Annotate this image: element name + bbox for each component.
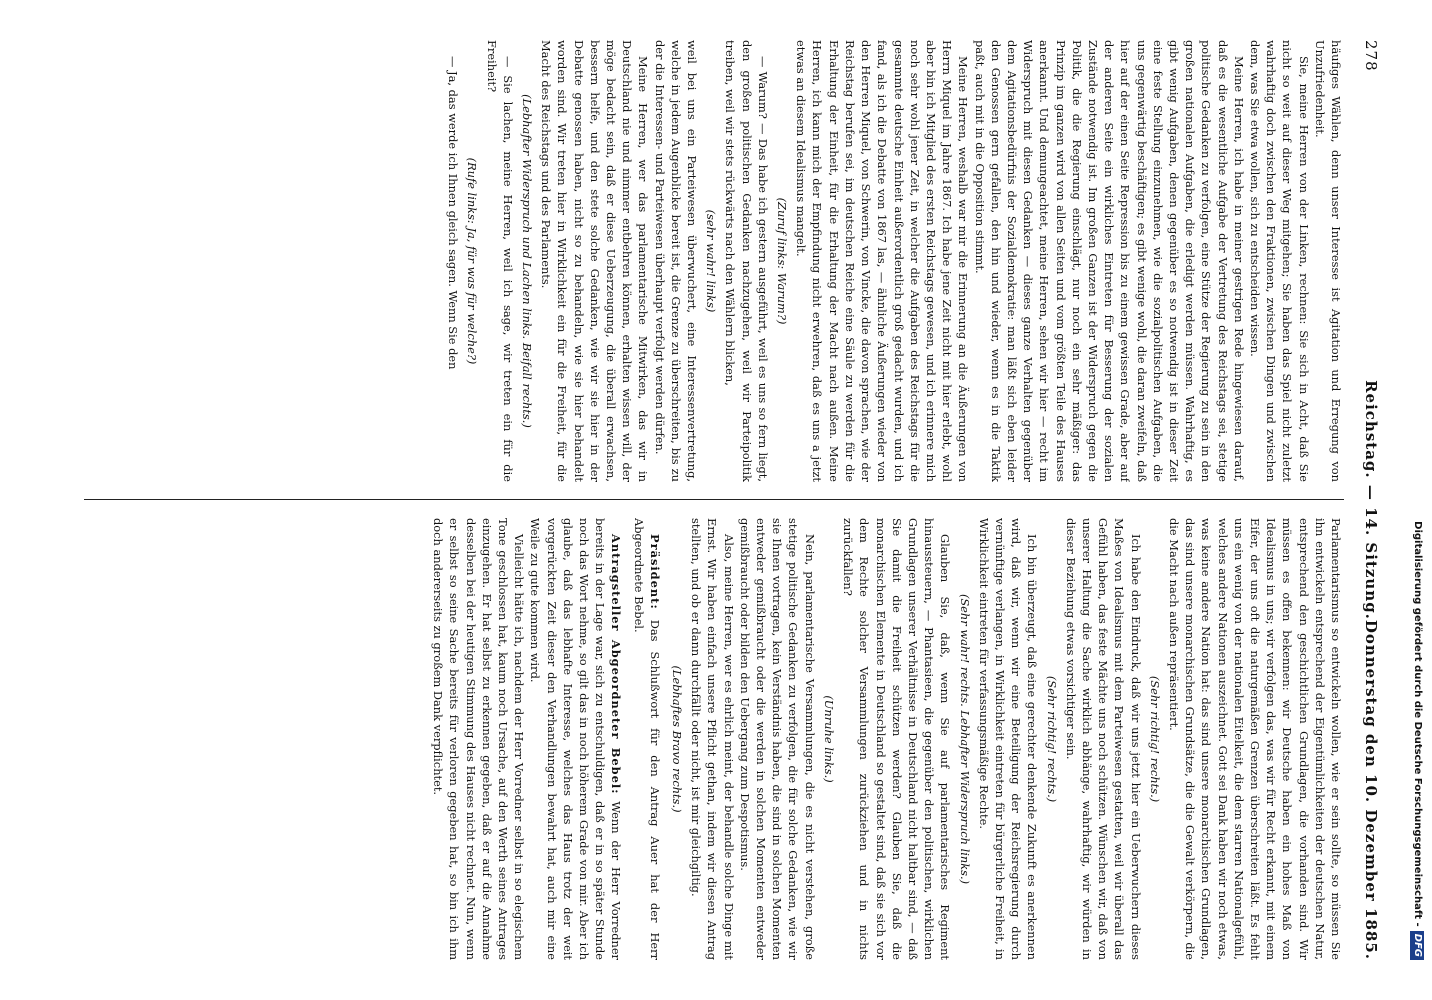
body-paragraph: häufiges Wählen, denn unser Interesse ist Agitation und Erregung von Unzufriedenheit. [1312, 40, 1343, 482]
body-paragraph: weil bei uns ein Parteiwesen überwuchert, eine Interessenvertretung, welche in jedem Augenblicke bereit ist, die Grenze zu überschreiten, bis zu der die Interessen- und Parteiwesen überhaupt verfolgt werden dürfen. [652, 40, 700, 482]
body-paragraph: — Warum? — Das habe ich gestern ausgeführt, weil es uns so fern liegt, den großen politischen Gedanken nachzugehen, weil wir Parteipolitik treiben, weil wir stets rückwärts nach den Wählern blicken, [723, 40, 770, 482]
right-text-column [68, 518, 1344, 960]
dfg-stamp-text: Digitalisierung gefördert durch die Deutsche Forschungsgemeinschaft - [1412, 521, 1423, 927]
body-paragraph: Meine Herren, wer das parlamentarische Mitwirken, das wir in Deutschland nie und nimmer entbehren können, erhalten wissen will, der möge bedacht sein, daß er diese Ueberzeugung, die überall erwachsen, bessern helfe, und den stete solche Gedanken, wie wir sie hier in der Debatte genossen haben, nicht so zu behandeln, wie sie hier behandelt worden sind. Wir treten hier in Wirklichkeit ein für die Freiheit, für die Macht des Reichstags und des Parlaments. [539, 40, 651, 482]
dfg-digitization-stamp [1406, 10, 1428, 960]
body-paragraph: Meine Herren, ich habe in meiner gestrigen Rede hingewiesen darauf, daß es die wesentliche Aufgabe der Vertretung des Reichstags sei, stetige politische Gedanken zu verfolgen, eine Stütze der Regierung zu sein in den großen nationalen Aufgaben, die erledigt werden müssen. Wahrhaftig, es gibt wenig Aufgaben, denen gegenüber es so notwendig ist in dieser Zeit eine feste Stellung einzunehmen, wie die sozialpolitischen Aufgaben, die uns gegenwärtig beschäftigen; es gibt wenige wohl, die daran zweifeln, daß hier auf der einen Seite Repression bis zu einem gewissen Grade, aber auf der anderen Seite ein wirkliches Eintreten für Besserung der sozialen Zustände notwendig ist. Im großen Ganzen ist der Widerspruch gegen die Politik, die die Regierung einschlägt, nur noch ein sehr mäßiger: das Prinzip im ganzen wird von allen Seiten und vom größten Teile des Hauses anerkannt. Und demungeachtet, meine Herren, sehen wir hier — recht im Widerspruch mit diesen Gedanken — dieses ganze Verhalten gegenüber dem Agitationsbedürfnis der Sozialdemokratie: man läßt sich eben leider den Genossen gern gefallen, den hin und wieder, wenn es in die Taktik paßt, auch mit in die Opposition stimmt. [972, 40, 1246, 482]
interjection: (sehr wahr! links) [704, 209, 719, 313]
body-paragraph: Sie, meine Herren von der Linken, rechnen: Sie sich in Acht, daß Sie nicht so weit auf dieser Weg mitgehen; Sie haben das Spiel nicht zuletzt wahrhaftig doch zwischen den Fraktionen, zwischen Dingen und zwischen dem, was Sie etwa wollen, sich zu entscheiden wissen. [1247, 40, 1311, 482]
speaker-paragraph [527, 518, 624, 960]
interjection: (Unruhe links.) [821, 695, 836, 783]
body-paragraph: Ich bin überzeugt, daß eine gerechter denkende Zukunft es anerkennen wird, daß wir, wenn wir eine Beteiligung der Reichsregierung durch vernünftige verlangen, in Wirklichkeit eintreten für bürgerliche Freiheit, in Wirklichkeit eintreten für verfassungsmäßige Rechte. [976, 518, 1040, 960]
body-paragraph: Glauben Sie, daß, wenn Sie auf parlamentarisches Regiment hinaussteuern, — Phantasieen, die gegenüber den politischen, wirklichen Grundlagen unserer Verhältnisse in Deutschland nicht haltbar sind, — daß Sie damit die Freiheit schützen werden? Glauben Sie, daß die monarchischen Elemente in Deutschland so gestaltet sind, daß sie sich vor dem Rechte solcher Versammlungen zurückziehen und in nichts zurückfallen? [841, 518, 953, 960]
page-header [1350, 40, 1388, 960]
dfg-logo: DFG [1410, 931, 1424, 960]
body-paragraph: — Sie lachen, meine Herren, weil ich sage, wir treten ein für die Freiheit? [484, 40, 515, 482]
body-paragraph: — Ja, das werde ich Ihnen gleich sagen. Wenn Sie den [446, 56, 461, 370]
body-paragraph: Vielleicht hätte ich, nachdem der Herr Vorredner selbst in so elegischem Tone geschlossen hat, kaum noch Ursache, auf den Werth seines Antrages einzugehen. Er hat selbst zu erkennen gegeben, daß er auf die Annahme desselben bei der heutigen Stimmung des Hauses nicht rechnet. Nun, wenn er selbst so seine Sache bereits für verloren gegeben hat, so bin ich ihm doch andererseits zu großem Dank verpflichtet. [431, 518, 527, 960]
speaker-name: Antragsteller Abgeordneter Bebel: [609, 534, 624, 795]
interjection: (Sehr richtig! rechts.) [1044, 675, 1059, 803]
speech-text: Wenn der Herr Vorredner bereits in der Lage war, sich zu entschuldigen, daß er in so später Stunde noch das Wort nehme, so gilt das in noch höherem Grade von mir. Aber ich glaube, daß das lebhafte Interesse, welches das Haus trotz der weit vorgerückten Zeit dieser den Verhandlungen bewahrt hat, auch mir eine Weile zu gute kommen wird. [528, 518, 624, 960]
column-divider [84, 499, 1344, 500]
document-page [58, 40, 1388, 960]
left-text-column [68, 40, 1344, 482]
page-date: Donnerstag den 10. Dezember 1885. [1362, 619, 1380, 960]
interjection: (Lebhaftes Bravo rechts.) [670, 665, 685, 813]
speaker-name: Präsident: [647, 534, 662, 610]
interjection: (Sehr richtig! rechts.) [1147, 675, 1162, 803]
interjection: (Lebhafter Widerspruch und Lachen links. Beifall rechts.) [520, 94, 535, 428]
speech-text: Das Schlußwort für den Antrag Auer hat der Herr Abgeordnete Bebel. [631, 518, 662, 960]
interjection: (Sehr wahr! rechts. Lebhafter Widerspruch links.) [957, 593, 972, 885]
body-paragraph: Also, meine Herren, wer es ehrlich meint, der behandle solche Dinge mit Ernst. Wir haben einfach unsere Pflicht gethan, indem wir diesen Antrag stellten, und ob er dann durchfällt oder nicht, ist mir gleichgiltig. [689, 518, 736, 960]
interjection: (Rufe links: Ja, für was für welche?) [465, 157, 480, 365]
page-number: 278 [1362, 40, 1380, 72]
interjection: (Zuruf links: Warum?) [775, 197, 790, 325]
body-paragraph: Nein, parlamentarische Versammlungen, die es nicht verstehen, große stetige politische Gedanken zu verfolgen, die für solche Gedanken, wie wir sie Ihnen vortragen, kein Verständnis haben, die sind in solchen Momenten entweder gemißbraucht oder die werden in solchen Momenten entweder gemißbraucht oder bilden den Uebergang zum Despotismus. [737, 518, 817, 960]
speaker-paragraph [630, 518, 662, 960]
page-title: Reichstag. — 14. Sitzung. [1362, 380, 1380, 620]
body-paragraph: Parlamentarismus so entwickeln wollen, wie er sein sollte, so müssen Sie ihn entwickeln entsprechend der Eigentümlichkeiten der deutschen Natur, entsprechend den geschichtlichen Grundlagen, die vorhanden sind. Wir müssen es offen bekennen: wir Deutsche haben ein hohes Maß von Idealismus in uns; wir verfolgen das, was wir für Recht erkannt, mit einem Eifer, der uns oft die naturgemäßen Grenzen überschreiten läßt. Es fehlt uns ein wenig von der nationalen Eitelkeit, die dem starren Nationalgefühl, welches andere Nationen auszeichnet. Gott sei Dank haben wir noch etwas, was keine andere Nation hat: das sind unsere monarchischen Grundlagen, das sind unsere monarchischen Grundsätze, die die Gewalt verkörpern, die die Macht nach außen repräsentiert. [1166, 518, 1343, 960]
body-paragraph: Ich habe den Eindruck, daß wir uns jetzt hier ein Ueberwuchern dieses Maßes von Idealismus mit dem Parteiwesen gestatten, weil wir überall das Gefühl haben, das feste Mächte uns noch schützen. Wünschen wir, daß von unserer Haltung die Sache wirklich abhänge, wahrhaftig, wir würden in dieser Beziehung etwas vorsichtiger sein. [1063, 518, 1143, 960]
body-paragraph: Meine Herren, weshalb war mir die Erinnerung an die Äußerungen von Herrn Miquel im Jahre 1867. Ich habe jene Zeit nicht mit hier erlebt, wohl aber bin ich Mitglied des ersten Reichstags gewesen, und ich erinnere mich noch sehr wohl jener Zeit, in welcher die Aufgaben des Reichstags für die gesammte deutsche Einheit außerordentlich groß gedacht wurden, und ich fand, als ich die Debatte von 1867 las, — ähnliche Äußerungen wieder von den Herren Miquel, von Schwerin, von Vincke, die davon sprachen, wie der Reichstag berufen sei, im deutschen Reiche eine Säule zu werden für die Erhaltung der Einheit, für die Erhaltung der Macht nach außen. Meine Herren, ich kann mich der Empfindung nicht erwehren, daß es uns a jetzt etwas an diesem Idealismus mangelt. [794, 40, 971, 482]
